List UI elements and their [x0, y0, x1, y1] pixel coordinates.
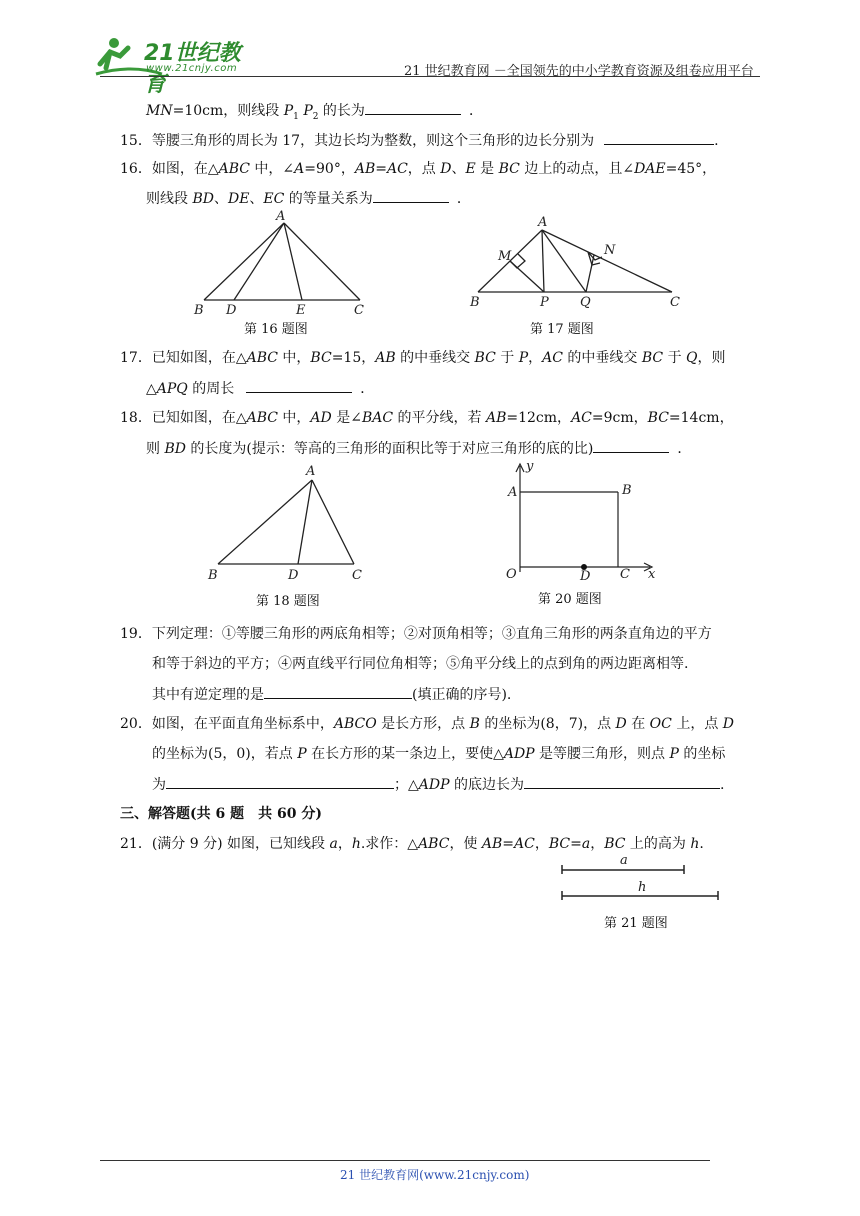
question-21: 21．(满分 9 分) 如图，已知线段 a，h.求作：△ABC，使 AB=AC，BC=a，BC 上的高为 h. — [120, 836, 704, 852]
answer-blank[interactable] — [264, 684, 412, 699]
figure-18 — [204, 458, 374, 583]
label-N: N — [604, 243, 616, 258]
label-E: E — [296, 303, 306, 318]
logo-url: www.21cnjy.com — [146, 63, 238, 74]
question-16-line2: 则线段 BD、DE、EC 的等量关系为 ． — [146, 188, 471, 209]
label-D: D — [580, 569, 591, 583]
figure-18-caption: 第 18 题图 — [256, 594, 320, 609]
answer-blank[interactable] — [365, 100, 461, 115]
question-15: 15．等腰三角形的周长为 17，其边长均为整数，则这个三角形的边长分别为 . — [120, 130, 719, 151]
label-x: x — [648, 567, 656, 582]
logo — [92, 34, 262, 97]
label-C: C — [352, 568, 362, 583]
question-17-line2: △APQ 的周长 ． — [146, 378, 374, 399]
label-y: y — [526, 459, 534, 474]
label-C: C — [670, 295, 680, 310]
label-M: M — [498, 249, 512, 264]
question-20-line1: 20．如图，在平面直角坐标系中，ABCO 是长方形，点 B 的坐标为(8，7)，点 D 在 OC 上，点 D — [120, 716, 735, 732]
figure-16 — [190, 208, 380, 323]
figure-20-caption: 第 20 题图 — [538, 592, 602, 607]
label-D: D — [226, 303, 237, 318]
figure-17-caption: 第 17 题图 — [530, 322, 594, 337]
q14-continuation: MN=10cm，则线段 $P_1$ $P_2$ 的长为 ． — [146, 100, 483, 127]
label-O: O — [506, 567, 517, 582]
answer-blank[interactable] — [604, 130, 714, 145]
label-B: B — [622, 483, 632, 498]
label-A: A — [538, 215, 548, 230]
answer-blank[interactable] — [166, 774, 394, 789]
label-C: C — [354, 303, 364, 318]
label-P: P — [540, 295, 549, 310]
question-17-line1: 17．已知如图，在△ABC 中，BC=15，AB 的中垂线交 BC 于 P，AC 的中垂线交 BC 于 Q，则 — [120, 350, 726, 366]
label-Q: Q — [580, 295, 591, 310]
label-C: C — [620, 567, 630, 582]
question-18-line2: 则 BD 的长度为(提示：等高的三角形的面积比等于对应三角形的底的比) ． — [146, 438, 691, 459]
answer-blank[interactable] — [524, 774, 720, 789]
label-B: B — [208, 568, 218, 583]
label-a: a — [620, 853, 628, 868]
footer-text: 21 世纪教育网(www.21cnjy.com) — [340, 1168, 530, 1182]
label-h: h — [638, 880, 647, 895]
footer-rule — [100, 1160, 710, 1161]
figure-21 — [556, 850, 726, 906]
question-19-line1: 19．下列定理：①等腰三角形的两底角相等；②对顶角相等；③直角三角形的两条直角边的平方 — [120, 626, 712, 642]
label-B: B — [470, 295, 480, 310]
figure-16-caption: 第 16 题图 — [244, 322, 308, 337]
question-16-line1: 16．如图，在△ABC 中，∠A=90°，AB=AC，点 D、E 是 BC 边上的动点，且∠DAE=45°， — [120, 161, 717, 177]
logo-text: 21世纪教育 — [144, 41, 241, 97]
answer-blank[interactable] — [593, 438, 669, 453]
question-20-line3: 为 ；△ADP 的底边长为 . — [152, 774, 724, 795]
figure-21-caption: 第 21 题图 — [604, 916, 668, 931]
answer-blank[interactable] — [246, 378, 352, 393]
answer-blank[interactable] — [373, 188, 449, 203]
label-A: A — [276, 209, 286, 224]
section-3-heading: 三、解答题(共 6 题 共 60 分) — [120, 806, 322, 822]
figure-20 — [500, 458, 670, 583]
header-rule — [100, 76, 760, 77]
label-D: D — [288, 568, 299, 583]
label-A: A — [508, 485, 518, 500]
label-A: A — [306, 464, 316, 479]
question-19-line3: 其中有逆定理的是 (填正确的序号). — [152, 684, 511, 705]
header-right-text: 21 世纪教育网 －全国领先的中小学教育资源及组卷应用平台 — [404, 64, 754, 79]
question-18-line1: 18．已知如图，在△ABC 中，AD 是∠BAC 的平分线，若 AB=12cm，AC=9cm，BC=14cm， — [120, 410, 734, 426]
question-20-line2: 的坐标为(5，0)，若点 P 在长方形的某一条边上，要使△ADP 是等腰三角形，则点 P 的坐标 — [152, 746, 726, 762]
figure-17 — [466, 210, 696, 310]
question-19-line2: 和等于斜边的平方；④两直线平行同位角相等；⑤角平分线上的点到角的两边距离相等. — [152, 656, 689, 672]
label-B: B — [194, 303, 204, 318]
